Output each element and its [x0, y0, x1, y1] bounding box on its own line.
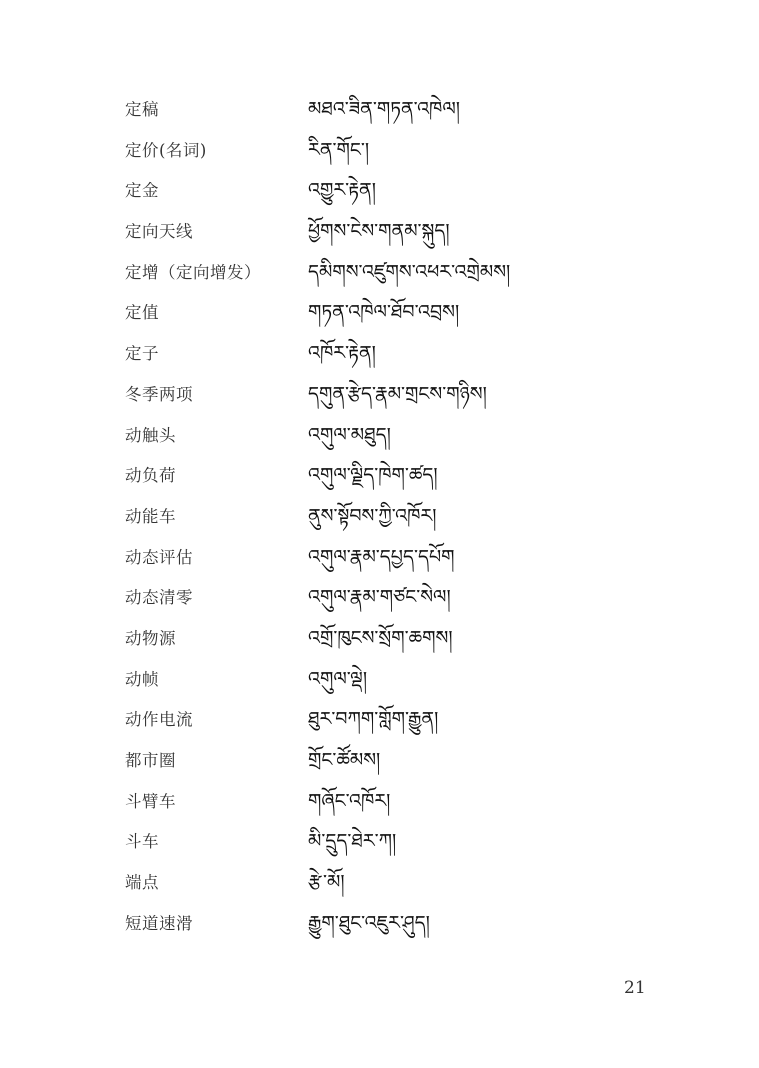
- entry-row: [0, 864, 759, 905]
- chinese-term: 动态评估: [125, 547, 193, 567]
- tibetan-term: རིན་གོང་།: [308, 138, 370, 161]
- tibetan-term: དམིགས་འཛུགས་འཕར་འགྲེམས།: [308, 260, 511, 283]
- tibetan-term: ཐུར་བཀག་གློག་རྒྱུན།: [308, 708, 439, 731]
- chinese-term: 都市圈: [125, 751, 176, 770]
- entry-row: [0, 579, 759, 620]
- tibetan-term: ནུས་སྟོབས་ཀྱི་འཁོར།: [308, 504, 437, 527]
- chinese-term: 动触头: [125, 425, 176, 445]
- entry-row: [0, 91, 759, 132]
- chinese-term: 定价(名词): [125, 140, 207, 160]
- chinese-term: 端点: [125, 873, 159, 893]
- entry-row: [0, 213, 759, 254]
- chinese-term: 动能车: [125, 506, 176, 526]
- entry-row: [0, 823, 759, 864]
- chinese-term: 动负荷: [125, 466, 176, 486]
- tibetan-term: གཞོང་འཁོར།: [308, 789, 391, 812]
- entry-row: [0, 172, 759, 213]
- tibetan-term: འགྱུར་རྟེན།: [308, 179, 376, 202]
- tibetan-term: ཕྱོགས་ངེས་གནམ་སྐུད།: [308, 220, 450, 243]
- chinese-term: 定子: [125, 344, 159, 364]
- tibetan-term: གཏན་འཁེལ་ཐོབ་འབྲས།: [308, 301, 460, 324]
- entry-row: [0, 132, 759, 173]
- tibetan-term: རྒྱུག་ཐུང་འཇུར་ཤུད།: [308, 911, 430, 934]
- tibetan-term: འཁོར་རྟེན།: [308, 342, 376, 365]
- entry-row: [0, 294, 759, 335]
- chinese-term: 动态清零: [125, 588, 193, 608]
- entry-row: [0, 701, 759, 742]
- chinese-term: 定向天线: [125, 222, 193, 242]
- entry-row: [0, 539, 759, 580]
- chinese-term: 定金: [125, 181, 159, 201]
- page-number: 21: [624, 978, 646, 998]
- entry-row: [0, 335, 759, 376]
- tibetan-term: མཐའ་ཟིན་གཏན་འཁེལ།: [308, 98, 460, 120]
- chinese-term: 斗臂车: [125, 791, 176, 811]
- entry-row: [0, 376, 759, 417]
- entry-list: [0, 91, 759, 945]
- tibetan-term: འགུལ་ལྡེ།: [308, 667, 368, 690]
- chinese-term: 动帧: [125, 669, 159, 689]
- entry-row: [0, 498, 759, 539]
- entry-row: [0, 620, 759, 661]
- entry-row: [0, 417, 759, 458]
- tibetan-term: གྲོང་ཚོམས།: [308, 749, 381, 771]
- tibetan-term: འགུལ་རྣམ་གཙང་སེལ།: [308, 586, 451, 609]
- chinese-term: 动物源: [125, 628, 176, 648]
- entry-row: [0, 254, 759, 295]
- tibetan-term: འགྲོ་ཁུངས་སྲོག་ཆགས།: [308, 626, 453, 649]
- entry-row: [0, 457, 759, 498]
- entry-row: [0, 783, 759, 824]
- tibetan-term: འགུལ་ལྗིད་ཁེག་ཚད།: [308, 464, 438, 487]
- tibetan-term: མི་དྲུད་ཐེར་ཀ།: [308, 830, 397, 853]
- tibetan-term: དགུན་རྩེད་རྣམ་གྲངས་གཉིས།: [308, 382, 487, 405]
- chinese-term: 斗车: [125, 832, 159, 852]
- entry-row: [0, 742, 759, 783]
- entry-row: [0, 905, 759, 946]
- chinese-term: 定值: [125, 303, 159, 323]
- entry-row: [0, 661, 759, 702]
- chinese-term: 定增（定向增发）: [125, 262, 261, 282]
- chinese-term: 动作电流: [125, 710, 193, 730]
- tibetan-term: རྩེ་མོ།: [308, 871, 345, 894]
- chinese-term: 冬季两项: [125, 384, 193, 404]
- tibetan-term: འགུལ་རྣམ་དཔྱད་དཔོག: [308, 545, 455, 568]
- chinese-term: 短道速滑: [125, 913, 193, 933]
- tibetan-term: འགུལ་མཐུད།: [308, 423, 391, 446]
- chinese-term: 定稿: [125, 100, 159, 119]
